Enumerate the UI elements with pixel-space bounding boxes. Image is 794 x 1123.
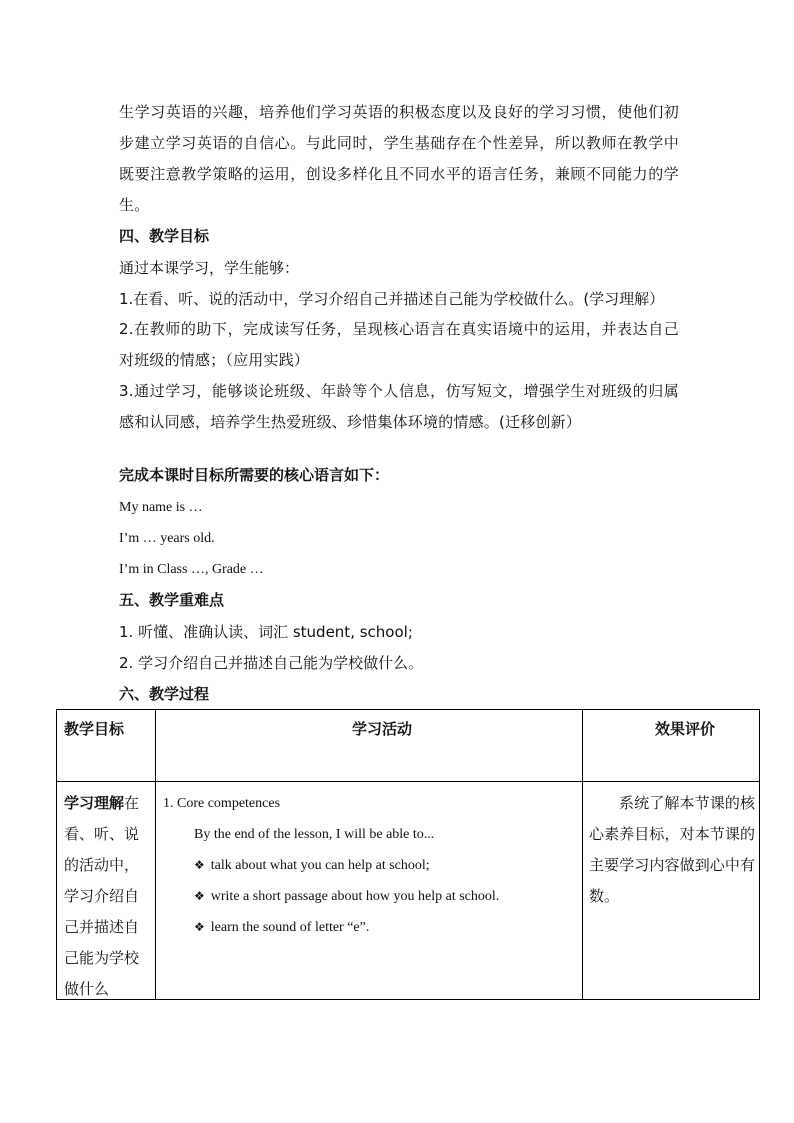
core-language-title: 完成本课时目标所需要的核心语言如下： xyxy=(119,466,390,484)
key-point-2: 2. 学习介绍自己并描述自己能为学校做什么。 xyxy=(119,654,424,672)
teaching-process-table xyxy=(56,709,760,1000)
list-item-text: learn the sound of letter “e”. xyxy=(210,920,370,935)
list-item xyxy=(163,850,573,881)
key-point-1-text: 1. 听懂、准确认读、词汇 student, school; xyxy=(119,623,413,641)
diamond-bullet-icon: ❖ xyxy=(194,858,205,872)
list-item-text: write a short passage about how you help at school. xyxy=(210,889,500,904)
section5-title: 五、教学重难点 xyxy=(119,591,225,609)
goal-1: 1.在看、听、说的活动中，学习介绍自己并描述自己能为学校做什么。(学习理解） xyxy=(119,290,665,308)
core-language-line-3: I’m in Class …, Grade … xyxy=(119,562,264,577)
activity-intro: By the end of the lesson, I will be able to... xyxy=(194,827,435,842)
section6-title: 六、教学过程 xyxy=(119,685,210,703)
table-divider xyxy=(57,781,759,782)
goal-text: 在看、听、说的活动中，学习介绍自己并描述自己能为学校做什么 xyxy=(64,794,140,998)
intro-paragraph: 生学习英语的兴趣，培养他们学习英语的积极态度以及良好的学习习惯，使他们初步建立学习英语的自信心。与此同时，学生基础存在个性差异，所以教师在教学中既要注意教学策略的运用，创设多样化且不同水平的语言任务，兼顾不同能力的学生。 xyxy=(119,103,679,214)
list-item xyxy=(163,881,573,912)
diamond-bullet-icon: ❖ xyxy=(194,889,205,903)
table-divider xyxy=(582,710,583,999)
header-evaluation: 效果评价 xyxy=(655,720,716,738)
list-item xyxy=(163,912,573,943)
table-divider xyxy=(155,710,156,999)
evaluation-cell: 系统了解本节课的核心素养目标，对本节课的主要学习内容做到心中有数。 xyxy=(589,794,755,905)
diamond-bullet-icon: ❖ xyxy=(194,920,205,934)
header-learning-activity: 学习活动 xyxy=(352,720,413,738)
section4-lead: 通过本课学习，学生能够： xyxy=(119,259,300,277)
section4-title: 四、教学目标 xyxy=(119,227,210,245)
key-point-1 xyxy=(119,622,413,642)
list-item-text: talk about what you can help at school; xyxy=(210,858,430,873)
goal-label: 学习理解 xyxy=(64,794,125,812)
core-language-line-2: I’m … years old. xyxy=(119,531,215,546)
goal-3: 3.通过学习，能够谈论班级、年龄等个人信息，仿写短文，增强学生对班级的归属感和认同感，培养学生热爱班级、珍惜集体环境的情感。(迁移创新） xyxy=(119,382,679,431)
core-language-line-1: My name is … xyxy=(119,500,203,515)
goal-2: 2.在教师的助下，完成读写任务，呈现核心语言在真实语境中的运用，并表达自己对班级的情感；（应用实践） xyxy=(119,320,679,369)
activity-cell xyxy=(163,788,573,943)
header-teaching-goal: 教学目标 xyxy=(64,720,125,738)
activity-title: 1. Core competences xyxy=(163,796,281,811)
goal-cell xyxy=(64,788,152,1005)
